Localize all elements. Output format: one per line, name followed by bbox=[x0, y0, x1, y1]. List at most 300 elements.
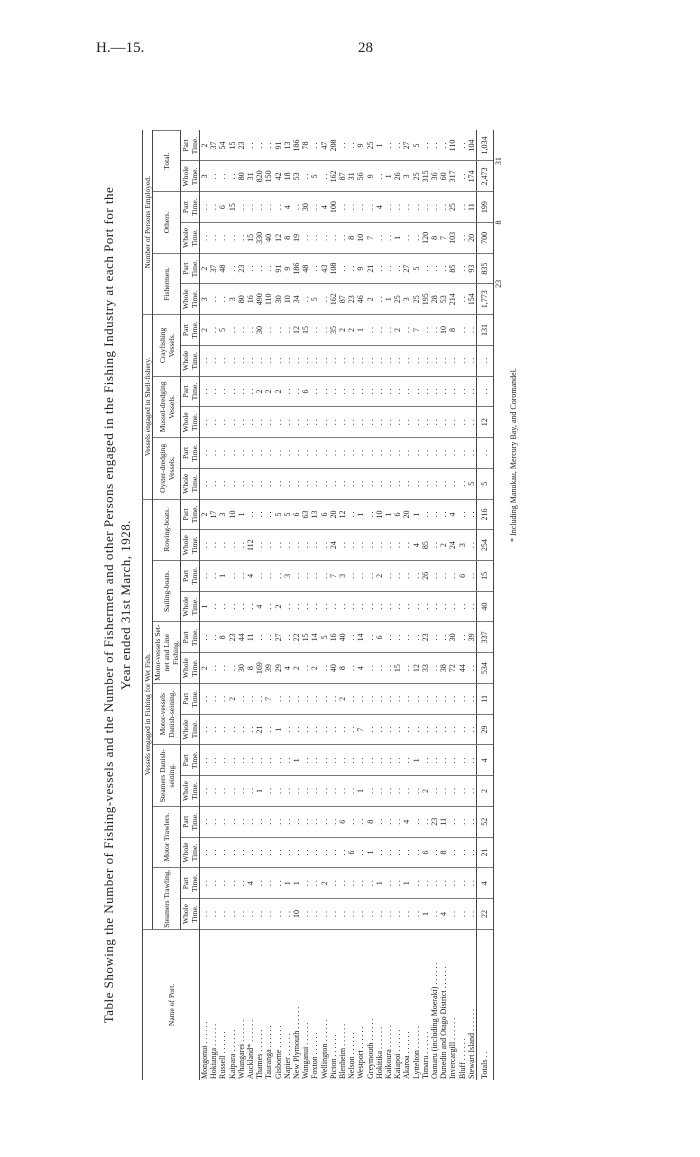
table-cell: . . bbox=[237, 591, 246, 622]
table-cell: . . bbox=[228, 438, 237, 469]
totals-fishermen-extra: 23 bbox=[494, 279, 504, 288]
wet-fish-header: Vessels engaged in Fishing for Wet Fish. bbox=[143, 499, 153, 929]
totals-cell: 2 bbox=[477, 776, 494, 807]
table-cell: . . bbox=[255, 745, 264, 776]
table-cell: 20 bbox=[402, 499, 411, 530]
table-cell: . . bbox=[402, 899, 411, 930]
table-cell: . . bbox=[412, 591, 421, 622]
table-cell: . . bbox=[347, 714, 356, 745]
table-cell: . . bbox=[375, 591, 384, 622]
table-cell: . . bbox=[393, 438, 402, 469]
table-cell: . . bbox=[338, 438, 347, 469]
table-cell: 2 bbox=[200, 315, 210, 346]
table-cell: . . bbox=[200, 530, 210, 561]
table-cell: . . bbox=[209, 653, 218, 684]
table-cell: 150 bbox=[264, 161, 273, 192]
spacer-cell bbox=[494, 714, 504, 745]
table-cell: . . bbox=[393, 253, 402, 284]
table-cell: . . bbox=[246, 499, 255, 530]
totals-cell: 52 bbox=[477, 806, 494, 837]
table-cell: . . bbox=[439, 376, 448, 407]
table-cell: . . bbox=[347, 745, 356, 776]
table-cell: . . bbox=[430, 530, 439, 561]
table-cell: . . bbox=[246, 806, 255, 837]
table-cell: 162 bbox=[329, 161, 338, 192]
table-cell: . . bbox=[375, 776, 384, 807]
table-cell: . . bbox=[228, 837, 237, 868]
table-cell: . . bbox=[246, 683, 255, 714]
table-cell: . . bbox=[255, 438, 264, 469]
table-cell: . . bbox=[366, 438, 375, 469]
table-cell: . . bbox=[200, 776, 210, 807]
table-cell: . . bbox=[448, 868, 457, 899]
table-cell: . . bbox=[458, 192, 467, 223]
table-cell: . . bbox=[356, 899, 365, 930]
port-name: Greymouth . . . . . . bbox=[366, 929, 375, 1080]
table-cell: . . bbox=[209, 407, 218, 438]
table-cell: . . bbox=[200, 407, 210, 438]
table-cell: . . bbox=[467, 499, 477, 530]
table-cell: . . bbox=[200, 868, 210, 899]
table-cell: 39 bbox=[467, 622, 477, 653]
table-cell: . . bbox=[310, 407, 319, 438]
port-name: Stewart Island . . . . . . bbox=[467, 929, 477, 1080]
table-cell: 17 bbox=[209, 499, 218, 530]
table-cell: . . bbox=[310, 222, 319, 253]
group-header: Motor-vessels Set-net and Line Fishing. bbox=[153, 622, 181, 683]
table-cell: 8 bbox=[366, 806, 375, 837]
port-name: Lyttelton . . . . . . bbox=[412, 929, 421, 1080]
table-cell: 8 bbox=[283, 222, 292, 253]
table-cell: . . bbox=[329, 468, 338, 499]
table-cell: . . bbox=[458, 345, 467, 376]
table-cell: . . bbox=[393, 868, 402, 899]
table-cell: 1 bbox=[402, 868, 411, 899]
table-cell: . . bbox=[320, 345, 329, 376]
table-cell: . . bbox=[430, 438, 439, 469]
table-cell: . . bbox=[393, 591, 402, 622]
table-cell: . . bbox=[448, 591, 457, 622]
table-cell: . . bbox=[209, 622, 218, 653]
table-cell: . . bbox=[209, 683, 218, 714]
totals-cell: 700 bbox=[477, 222, 494, 253]
table-cell: . . bbox=[393, 622, 402, 653]
table-cell: . . bbox=[448, 561, 457, 592]
table-cell: 44 bbox=[237, 622, 246, 653]
table-cell: . . bbox=[439, 561, 448, 592]
table-row bbox=[264, 131, 273, 1081]
table-cell: . . bbox=[228, 591, 237, 622]
table-cell: . . bbox=[264, 776, 273, 807]
table-cell: 4 bbox=[246, 561, 255, 592]
table-cell: 9 bbox=[366, 161, 375, 192]
table-cell: . . bbox=[375, 222, 384, 253]
table-cell: . . bbox=[246, 745, 255, 776]
table-cell: 8 bbox=[246, 653, 255, 684]
table-cell: 15 bbox=[301, 315, 310, 346]
table-cell: . . bbox=[246, 899, 255, 930]
table-cell: 15 bbox=[228, 192, 237, 223]
table-cell: . . bbox=[264, 561, 273, 592]
table-cell: . . bbox=[384, 407, 393, 438]
table-cell: . . bbox=[237, 745, 246, 776]
table-cell: . . bbox=[200, 622, 210, 653]
table-cell: . . bbox=[347, 530, 356, 561]
table-cell: 2 bbox=[347, 315, 356, 346]
group-header: Total. bbox=[153, 131, 181, 192]
table-cell: . . bbox=[458, 131, 467, 161]
table-cell: . . bbox=[292, 591, 301, 622]
totals-row bbox=[477, 131, 494, 1081]
table-cell: 37 bbox=[209, 253, 218, 284]
table-cell: . . bbox=[329, 714, 338, 745]
table-cell: . . bbox=[283, 745, 292, 776]
table-cell: . . bbox=[292, 345, 301, 376]
table-cell: . . bbox=[393, 345, 402, 376]
table-cell: 5 bbox=[467, 468, 477, 499]
table-cell: . . bbox=[448, 806, 457, 837]
table-cell: . . bbox=[384, 714, 393, 745]
table-cell: . . bbox=[237, 837, 246, 868]
table-cell: . . bbox=[255, 345, 264, 376]
table-cell: 34 bbox=[292, 284, 301, 315]
table-cell: . . bbox=[301, 438, 310, 469]
table-cell: . . bbox=[448, 345, 457, 376]
table-cell: 2 bbox=[310, 653, 319, 684]
table-cell: 330 bbox=[255, 222, 264, 253]
part-time-header: Part Time. bbox=[181, 622, 200, 653]
port-name: Akaroa . . . . . . bbox=[402, 929, 411, 1080]
table-row bbox=[320, 131, 329, 1081]
table-cell: . . bbox=[218, 868, 227, 899]
table-cell: 11 bbox=[246, 622, 255, 653]
table-row bbox=[246, 131, 255, 1081]
table-cell: 37 bbox=[209, 131, 218, 161]
table-cell: . . bbox=[320, 745, 329, 776]
table-cell: . . bbox=[467, 376, 477, 407]
table-cell: . . bbox=[448, 714, 457, 745]
table-cell: . . bbox=[448, 899, 457, 930]
table-cell: 108 bbox=[329, 253, 338, 284]
table-cell: . . bbox=[393, 376, 402, 407]
table-cell: 4 bbox=[402, 806, 411, 837]
table-cell: . . bbox=[366, 499, 375, 530]
table-cell: . . bbox=[283, 345, 292, 376]
table-cell: 48 bbox=[301, 253, 310, 284]
table-cell: . . bbox=[458, 591, 467, 622]
table-cell: . . bbox=[200, 561, 210, 592]
table-cell: 10 bbox=[292, 899, 301, 930]
table-cell: 5 bbox=[320, 622, 329, 653]
table-row bbox=[393, 131, 402, 1081]
table-cell: . . bbox=[200, 683, 210, 714]
table-cell: . . bbox=[439, 683, 448, 714]
table-cell: . . bbox=[430, 776, 439, 807]
table-cell: 317 bbox=[448, 161, 457, 192]
table-cell: . . bbox=[384, 868, 393, 899]
part-time-header: Part Time. bbox=[181, 806, 200, 837]
table-cell: . . bbox=[218, 284, 227, 315]
table-cell: . . bbox=[218, 376, 227, 407]
table-cell: . . bbox=[246, 468, 255, 499]
table-cell: 5 bbox=[412, 253, 421, 284]
table-cell: . . bbox=[228, 222, 237, 253]
table-cell: 53 bbox=[439, 284, 448, 315]
table-cell: . . bbox=[402, 222, 411, 253]
table-cell: 162 bbox=[329, 284, 338, 315]
table-row bbox=[283, 131, 292, 1081]
table-cell: . . bbox=[356, 407, 365, 438]
whole-time-header: Whole Time. bbox=[181, 161, 200, 192]
table-cell: . . bbox=[366, 407, 375, 438]
table-cell: . . bbox=[301, 714, 310, 745]
table-cell: . . bbox=[274, 407, 283, 438]
table-cell: 208 bbox=[329, 131, 338, 161]
table-cell: 5 bbox=[283, 499, 292, 530]
table-cell: . . bbox=[310, 468, 319, 499]
table-cell: . . bbox=[384, 438, 393, 469]
group-header: Sailing-boats. bbox=[153, 561, 181, 622]
table-cell: . . bbox=[467, 899, 477, 930]
table-cell: . . bbox=[283, 591, 292, 622]
table-cell: . . bbox=[338, 376, 347, 407]
table-cell: . . bbox=[439, 776, 448, 807]
table-cell: . . bbox=[338, 776, 347, 807]
table-cell: . . bbox=[274, 192, 283, 223]
table-cell: 3 bbox=[458, 530, 467, 561]
table-cell: . . bbox=[430, 253, 439, 284]
whole-time-header: Whole Time. bbox=[181, 407, 200, 438]
table-cell: . . bbox=[347, 499, 356, 530]
table-cell: . . bbox=[209, 345, 218, 376]
table-cell: . . bbox=[301, 222, 310, 253]
spacer-cell bbox=[494, 345, 504, 376]
table-cell: . . bbox=[246, 345, 255, 376]
totals-cell: 1,034 bbox=[477, 131, 494, 161]
table-cell: . . bbox=[421, 683, 430, 714]
table-cell: . . bbox=[283, 714, 292, 745]
table-cell: 40 bbox=[329, 653, 338, 684]
table-cell: . . bbox=[356, 561, 365, 592]
whole-time-header: Whole Time. bbox=[181, 468, 200, 499]
table-cell: . . bbox=[283, 683, 292, 714]
table-cell: . . bbox=[237, 438, 246, 469]
part-time-header: Part Time. bbox=[181, 868, 200, 899]
table-cell: . . bbox=[412, 561, 421, 592]
table-cell: . . bbox=[421, 868, 430, 899]
table-cell: . . bbox=[218, 745, 227, 776]
table-cell: . . bbox=[200, 376, 210, 407]
table-cell: . . bbox=[329, 345, 338, 376]
table-cell: . . bbox=[237, 714, 246, 745]
table-cell: . . bbox=[255, 131, 264, 161]
table-cell: 15 bbox=[228, 131, 237, 161]
table-cell: 9 bbox=[356, 131, 365, 161]
table-cell: . . bbox=[430, 622, 439, 653]
table-cell: . . bbox=[439, 192, 448, 223]
table-cell: 91 bbox=[274, 131, 283, 161]
table-row bbox=[274, 131, 283, 1081]
table-cell: . . bbox=[255, 683, 264, 714]
table-cell: . . bbox=[458, 438, 467, 469]
table-cell: . . bbox=[458, 868, 467, 899]
table-cell: 100 bbox=[329, 192, 338, 223]
table-cell: . . bbox=[430, 683, 439, 714]
table-cell: . . bbox=[292, 407, 301, 438]
table-cell: 23 bbox=[430, 806, 439, 837]
table-cell: 6 bbox=[292, 499, 301, 530]
table-cell: . . bbox=[237, 315, 246, 346]
table-cell: . . bbox=[310, 192, 319, 223]
part-time-header: Part Time. bbox=[181, 131, 200, 161]
table-cell: . . bbox=[467, 530, 477, 561]
table-cell: . . bbox=[347, 253, 356, 284]
table-cell: 3 bbox=[338, 561, 347, 592]
table-row bbox=[347, 131, 356, 1081]
table-cell: 214 bbox=[448, 284, 457, 315]
table-cell: . . bbox=[448, 438, 457, 469]
table-cell: . . bbox=[421, 806, 430, 837]
table-cell: . . bbox=[384, 131, 393, 161]
table-cell: . . bbox=[375, 837, 384, 868]
table-cell: . . bbox=[209, 561, 218, 592]
table-cell: . . bbox=[329, 806, 338, 837]
port-name: Wellington . . . . . . bbox=[320, 929, 329, 1080]
port-name: Thames . . . . . . bbox=[255, 929, 264, 1080]
table-cell: . . bbox=[356, 591, 365, 622]
table-cell: . . bbox=[264, 899, 273, 930]
table-cell: . . bbox=[218, 345, 227, 376]
whole-time-header: Whole Time. bbox=[181, 653, 200, 684]
table-row bbox=[421, 131, 430, 1081]
table-cell: . . bbox=[255, 837, 264, 868]
table-cell: . . bbox=[430, 315, 439, 346]
table-cell: . . bbox=[375, 806, 384, 837]
table-cell: . . bbox=[375, 345, 384, 376]
table-cell: . . bbox=[301, 837, 310, 868]
table-cell: . . bbox=[347, 345, 356, 376]
table-cell: . . bbox=[209, 591, 218, 622]
table-cell: . . bbox=[366, 468, 375, 499]
table-cell: 26 bbox=[393, 161, 402, 192]
table-cell: . . bbox=[310, 714, 319, 745]
table-cell: . . bbox=[200, 192, 210, 223]
table-cell: . . bbox=[310, 131, 319, 161]
table-cell: 26 bbox=[421, 561, 430, 592]
spacer-cell bbox=[494, 315, 504, 346]
table-cell: . . bbox=[320, 222, 329, 253]
title-line-2: Year ended 31st March, 1928. bbox=[118, 519, 133, 691]
table-cell: 25 bbox=[393, 284, 402, 315]
table-cell: . . bbox=[320, 468, 329, 499]
table-cell: 24 bbox=[329, 530, 338, 561]
table-cell: 2 bbox=[393, 315, 402, 346]
table-row bbox=[448, 131, 457, 1081]
table-cell: 2 bbox=[274, 591, 283, 622]
table-cell: . . bbox=[237, 530, 246, 561]
table-cell: . . bbox=[301, 653, 310, 684]
table-cell: . . bbox=[264, 192, 273, 223]
table-cell: . . bbox=[384, 899, 393, 930]
whole-time-header: Whole Time. bbox=[181, 837, 200, 868]
table-cell: . . bbox=[228, 806, 237, 837]
table-cell: . . bbox=[301, 468, 310, 499]
table-cell: 14 bbox=[356, 622, 365, 653]
table-cell: 18 bbox=[283, 161, 292, 192]
table-cell: 2 bbox=[338, 315, 347, 346]
table-cell: . . bbox=[421, 315, 430, 346]
table-cell: 110 bbox=[264, 284, 273, 315]
table-cell: 22 bbox=[292, 622, 301, 653]
part-time-header: Part Time. bbox=[181, 499, 200, 530]
table-cell: 4 bbox=[283, 192, 292, 223]
table-cell: . . bbox=[430, 192, 439, 223]
table-cell: . . bbox=[274, 561, 283, 592]
table-cell: 13 bbox=[283, 131, 292, 161]
table-cell: 60 bbox=[439, 161, 448, 192]
table-cell: . . bbox=[375, 161, 384, 192]
table-cell: . . bbox=[274, 345, 283, 376]
table-cell: 72 bbox=[448, 653, 457, 684]
table-cell: . . bbox=[301, 530, 310, 561]
table-cell: . . bbox=[375, 714, 384, 745]
table-cell: . . bbox=[375, 745, 384, 776]
whole-time-header: Whole Time. bbox=[181, 899, 200, 930]
totals-cell: 835 bbox=[477, 253, 494, 284]
table-cell: . . bbox=[412, 837, 421, 868]
table-cell: 1 bbox=[375, 131, 384, 161]
port-name: Blenheim . . . . . . bbox=[338, 929, 347, 1080]
table-cell: . . bbox=[347, 438, 356, 469]
table-cell: . . bbox=[366, 561, 375, 592]
table-cell: . . bbox=[384, 222, 393, 253]
table-cell: 4 bbox=[448, 499, 457, 530]
table-cell: . . bbox=[356, 868, 365, 899]
table-cell: 40 bbox=[338, 622, 347, 653]
totals-total-extra: 31 bbox=[494, 157, 504, 166]
table-cell: . . bbox=[246, 438, 255, 469]
table-cell: . . bbox=[246, 837, 255, 868]
table-cell: 1 bbox=[356, 776, 365, 807]
table-cell: 103 bbox=[448, 222, 457, 253]
table-cell: . . bbox=[402, 468, 411, 499]
table-cell: 80 bbox=[237, 284, 246, 315]
whole-time-header: Whole Time. bbox=[181, 591, 200, 622]
table-cell: . . bbox=[264, 530, 273, 561]
table-cell: 42 bbox=[274, 161, 283, 192]
table-cell: . . bbox=[329, 776, 338, 807]
table-cell: 5 bbox=[218, 315, 227, 346]
table-cell: 8 bbox=[218, 622, 227, 653]
spacer-cell bbox=[494, 837, 504, 868]
table-cell: . . bbox=[366, 714, 375, 745]
table-cell: . . bbox=[366, 591, 375, 622]
table-cell: . . bbox=[228, 345, 237, 376]
table-cell: . . bbox=[384, 683, 393, 714]
table-cell: . . bbox=[347, 561, 356, 592]
table-cell: . . bbox=[402, 591, 411, 622]
table-cell: . . bbox=[467, 345, 477, 376]
table-cell: . . bbox=[338, 837, 347, 868]
table-cell: . . bbox=[329, 591, 338, 622]
whole-time-header: Whole Time. bbox=[181, 222, 200, 253]
part-time-header: Part Time. bbox=[181, 376, 200, 407]
table-cell: . . bbox=[228, 714, 237, 745]
table-cell: 44 bbox=[458, 653, 467, 684]
table-cell: . . bbox=[366, 683, 375, 714]
table-cell: . . bbox=[384, 376, 393, 407]
table-cell: 6 bbox=[301, 376, 310, 407]
